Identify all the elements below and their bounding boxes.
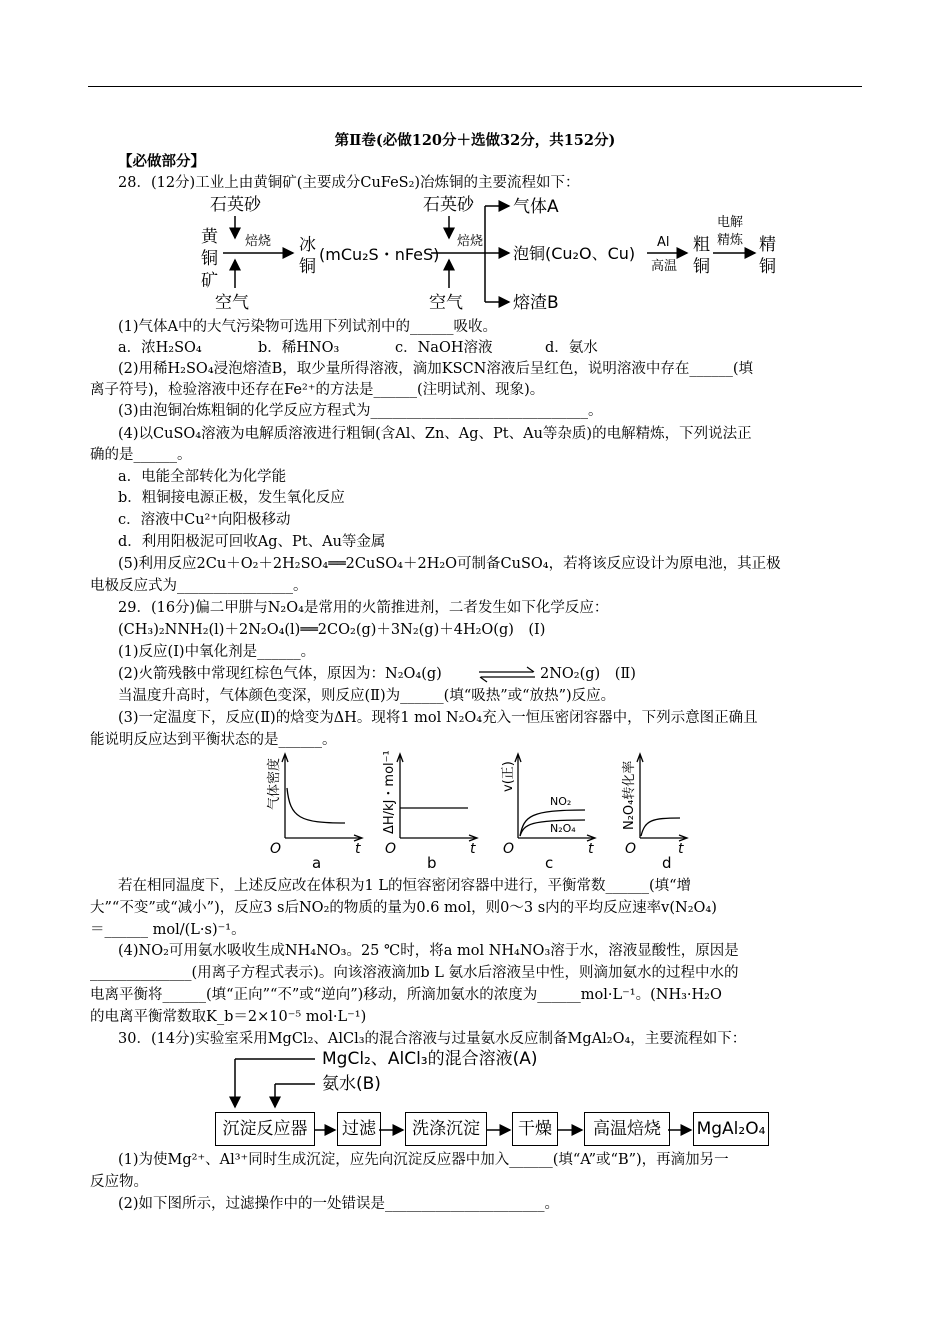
air-label-1: 空气 [215,293,249,313]
q28-flow-diagram [195,190,795,320]
graph-d-label: d [662,854,672,872]
required-part-label: 【必做部分】 [118,153,205,170]
quartz-sand-1: 石英砂 [210,195,261,215]
crude-char-2: 铜 [693,257,710,277]
box-product: MgAl₂O₄ [693,1112,769,1146]
graph-c-n2o4: N₂O₄ [550,822,576,835]
q28-p1-option-d: d．氨水 [545,340,598,356]
q28-p5-line1: (5)利用反应2Cu＋O₂＋2H₂SO₄══2CuSO₄＋2H₂O可制备CuSO₄，若将该反应设计为原电池，其正极 [118,556,781,572]
graph-c [501,754,595,872]
q28-stem: 28．(12分)工业上由黄铜矿(主要成分CuFeS₂)冶炼铜的主要流程如下： [118,175,580,191]
q28-p4-line2: 确的是______。 [90,447,192,463]
box-filtration: 过滤 [337,1112,381,1146]
high-temp-label: 高温 [651,259,678,274]
graph-d-t: t [678,841,684,857]
electrolysis-label: 电解 [717,215,744,230]
graph-b-label: b [427,854,437,872]
refined-char-2: 铜 [759,257,776,277]
matte-char-1: 冰 [299,235,316,255]
graph-c-ylabel: v(正) [501,761,516,792]
blister-copper: 泡铜(Cu₂O、Cu) [513,244,636,263]
q29-stem: 29．(16分)偏二甲肼与N₂O₄是常用的火箭推进剂，二者发生如下化学反应： [118,600,609,616]
q29-p2-line1b: 2NO₂(g) (Ⅱ) [540,666,636,682]
q28-p4-option-c: c．溶液中Cu²⁺向阳极移动 [118,512,291,528]
q29-p3-line1: (3)一定温度下，反应(Ⅱ)的焓变为ΔH。现将1 mol N₂O₄充入一恒压密闭容器中，下列示意图正确且 [118,710,758,726]
q29-p3b-line1: 若在相同温度下，上述反应改在体积为1 L的恒容密闭容器中进行，平衡常数______(填“增 [118,878,692,894]
ore-char-2: 铜 [201,249,218,269]
box-high-temp-roast: 高温焙烧 [584,1112,670,1146]
refined-char-1: 精 [759,235,776,255]
al-label: Al [657,235,670,250]
q29-p4-line3: 电离平衡将______(填“正向”“不”或“逆向”)移动，所滴加氨水的浓度为______mol·L⁻¹。(NH₃·H₂O [90,987,722,1003]
graph-b-t: t [470,841,476,857]
matte-formula: (mCu₂S・nFeS) [319,245,440,264]
graph-d-ylabel: N₂O₄转化率 [622,760,637,830]
graph-c-no2: NO₂ [550,795,572,808]
matte-char-2: 铜 [299,257,316,277]
graph-a-origin: O [270,841,282,857]
ore-char-1: 黄 [201,227,218,247]
quartz-sand-2: 石英砂 [423,195,474,215]
graph-a-ylabel: 气体密度 [267,757,282,810]
q29-equation: (CH₃)₂NNH₂(l)＋2N₂O₄(l)══2CO₂(g)＋3N₂(g)＋4H₂O(g) (Ⅰ) [118,622,546,638]
q28-p1-option-b: b．稀HNO₃ [258,340,340,356]
top-rule [88,86,862,87]
q28-p1-option-a: a．浓H₂SO₄ [118,340,202,356]
graph-a-label: a [312,854,322,872]
graph-c-t: t [588,841,594,857]
q30-p1-line2: 反应物。 [90,1174,148,1190]
graph-c-origin: O [503,841,515,857]
ore-char-3: 矿 [201,271,218,291]
q28-p4-option-d: d．利用阳极泥可回收Ag、Pt、Au等金属 [118,534,386,550]
q28-p4-line1: (4)以CuSO₄溶液为电解质溶液进行粗铜(含Al、Zn、Ag、Pt、Au等杂质)的电解精炼，下列说法正 [118,426,752,442]
refining-label: 精炼 [717,233,744,248]
graph-a-t: t [355,841,361,857]
q29-p2-line2: 当温度升高时，气体颜色变深，则反应(Ⅱ)为______(填“吸热”或“放热”)反应。 [118,688,616,704]
q28-p2-line1: (2)用稀H₂SO₄浸泡熔渣B，取少量所得溶液，滴加KSCN溶液后呈红色，说明溶液中存在______(填 [118,361,753,377]
q30-solution-a: MgCl₂、AlCl₃的混合溶液(A) [322,1049,538,1069]
q29-p1: (1)反应(Ⅰ)中氧化剂是______。 [118,644,316,660]
graph-b-origin: O [385,841,397,857]
q28-p1: (1)气体A中的大气污染物可选用下列试剂中的______吸收。 [118,319,498,335]
q29-p3-line2: 能说明反应达到平衡状态的是______。 [90,732,337,748]
graph-b-ylabel: ΔH/kJ・mol⁻¹ [382,750,397,834]
q28-p2-line2: 离子符号)，检验溶液中还存在Fe²⁺的方法是______(注明试剂、现象)。 [90,382,545,398]
graph-c-label: c [545,854,554,872]
q30-stem: 30．(14分)实验室采用MgCl₂、AlCl₃的混合溶液与过量氨水反应制备MgAl₂O₄，主要流程如下： [118,1031,747,1047]
box-precipitation-reactor: 沉淀反应器 [215,1112,315,1146]
section-title: 第Ⅱ卷(必做120分＋选做32分，共152分) [334,132,616,149]
q29-p4-line4: 的电离平衡常数取K_b＝2×10⁻⁵ mol·L⁻¹) [90,1009,367,1025]
q29-p4-line2: ______________(用离子方程式表示)。向该溶液滴加b L 氨水后溶液呈中性，则滴加氨水的过程中水的 [90,965,739,981]
q28-p3: (3)由泡铜冶炼粗铜的化学反应方程式为______________________________。 [118,403,603,419]
q28-p4-option-b: b．粗铜接电源正极，发生氧化反应 [118,490,345,506]
q29-graphs [260,748,690,873]
reversible-arrow [477,664,537,684]
roast-label-2: 焙烧 [457,234,484,249]
roast-label-1: 焙烧 [245,234,272,249]
crude-char-1: 粗 [693,235,710,255]
q28-p4-option-a: a．电能全部转化为化学能 [118,469,287,485]
box-dry: 干燥 [512,1112,558,1146]
q29-p3b-line2: 大”“不变”或“减小”)，反应3 s后NO₂的物质的量为0.6 mol，则0～3 s内的平均反应速率v(N₂O₄) [90,900,717,916]
graph-b [382,750,477,872]
q28-p5-line2: 电极反应式为________________。 [90,578,308,594]
q29-p2-line1a: (2)火箭残骸中常现红棕色气体，原因为：N₂O₄(g) [118,666,442,682]
graph-a [266,754,362,872]
q28-p1-option-c: c．NaOH溶液 [395,340,493,356]
q30-p1-line1: (1)为使Mg²⁺、Al³⁺同时生成沉淀，应先向沉淀反应器中加入______(填“A”或“B”)，再滴加另一 [118,1152,729,1168]
q30-ammonia-b: 氨水(B) [322,1074,381,1094]
q29-p3b-line3: ＝______ mol/(L·s)⁻¹。 [90,922,246,938]
graph-d [622,754,687,872]
slag-b-label: 熔渣B [513,293,559,313]
q29-p4-line1: (4)NO₂可用氨水吸收生成NH₄NO₃。25 ℃时，将a mol NH₄NO₃溶于水，溶液显酸性，原因是 [118,943,739,959]
graph-d-origin: O [625,841,637,857]
box-wash-precipitate: 洗涤沉淀 [405,1112,487,1146]
gas-a-label: 气体A [513,197,559,217]
q30-p2: (2)如下图所示，过滤操作中的一处错误是______________________。 [118,1196,560,1212]
air-label-2: 空气 [429,293,463,313]
